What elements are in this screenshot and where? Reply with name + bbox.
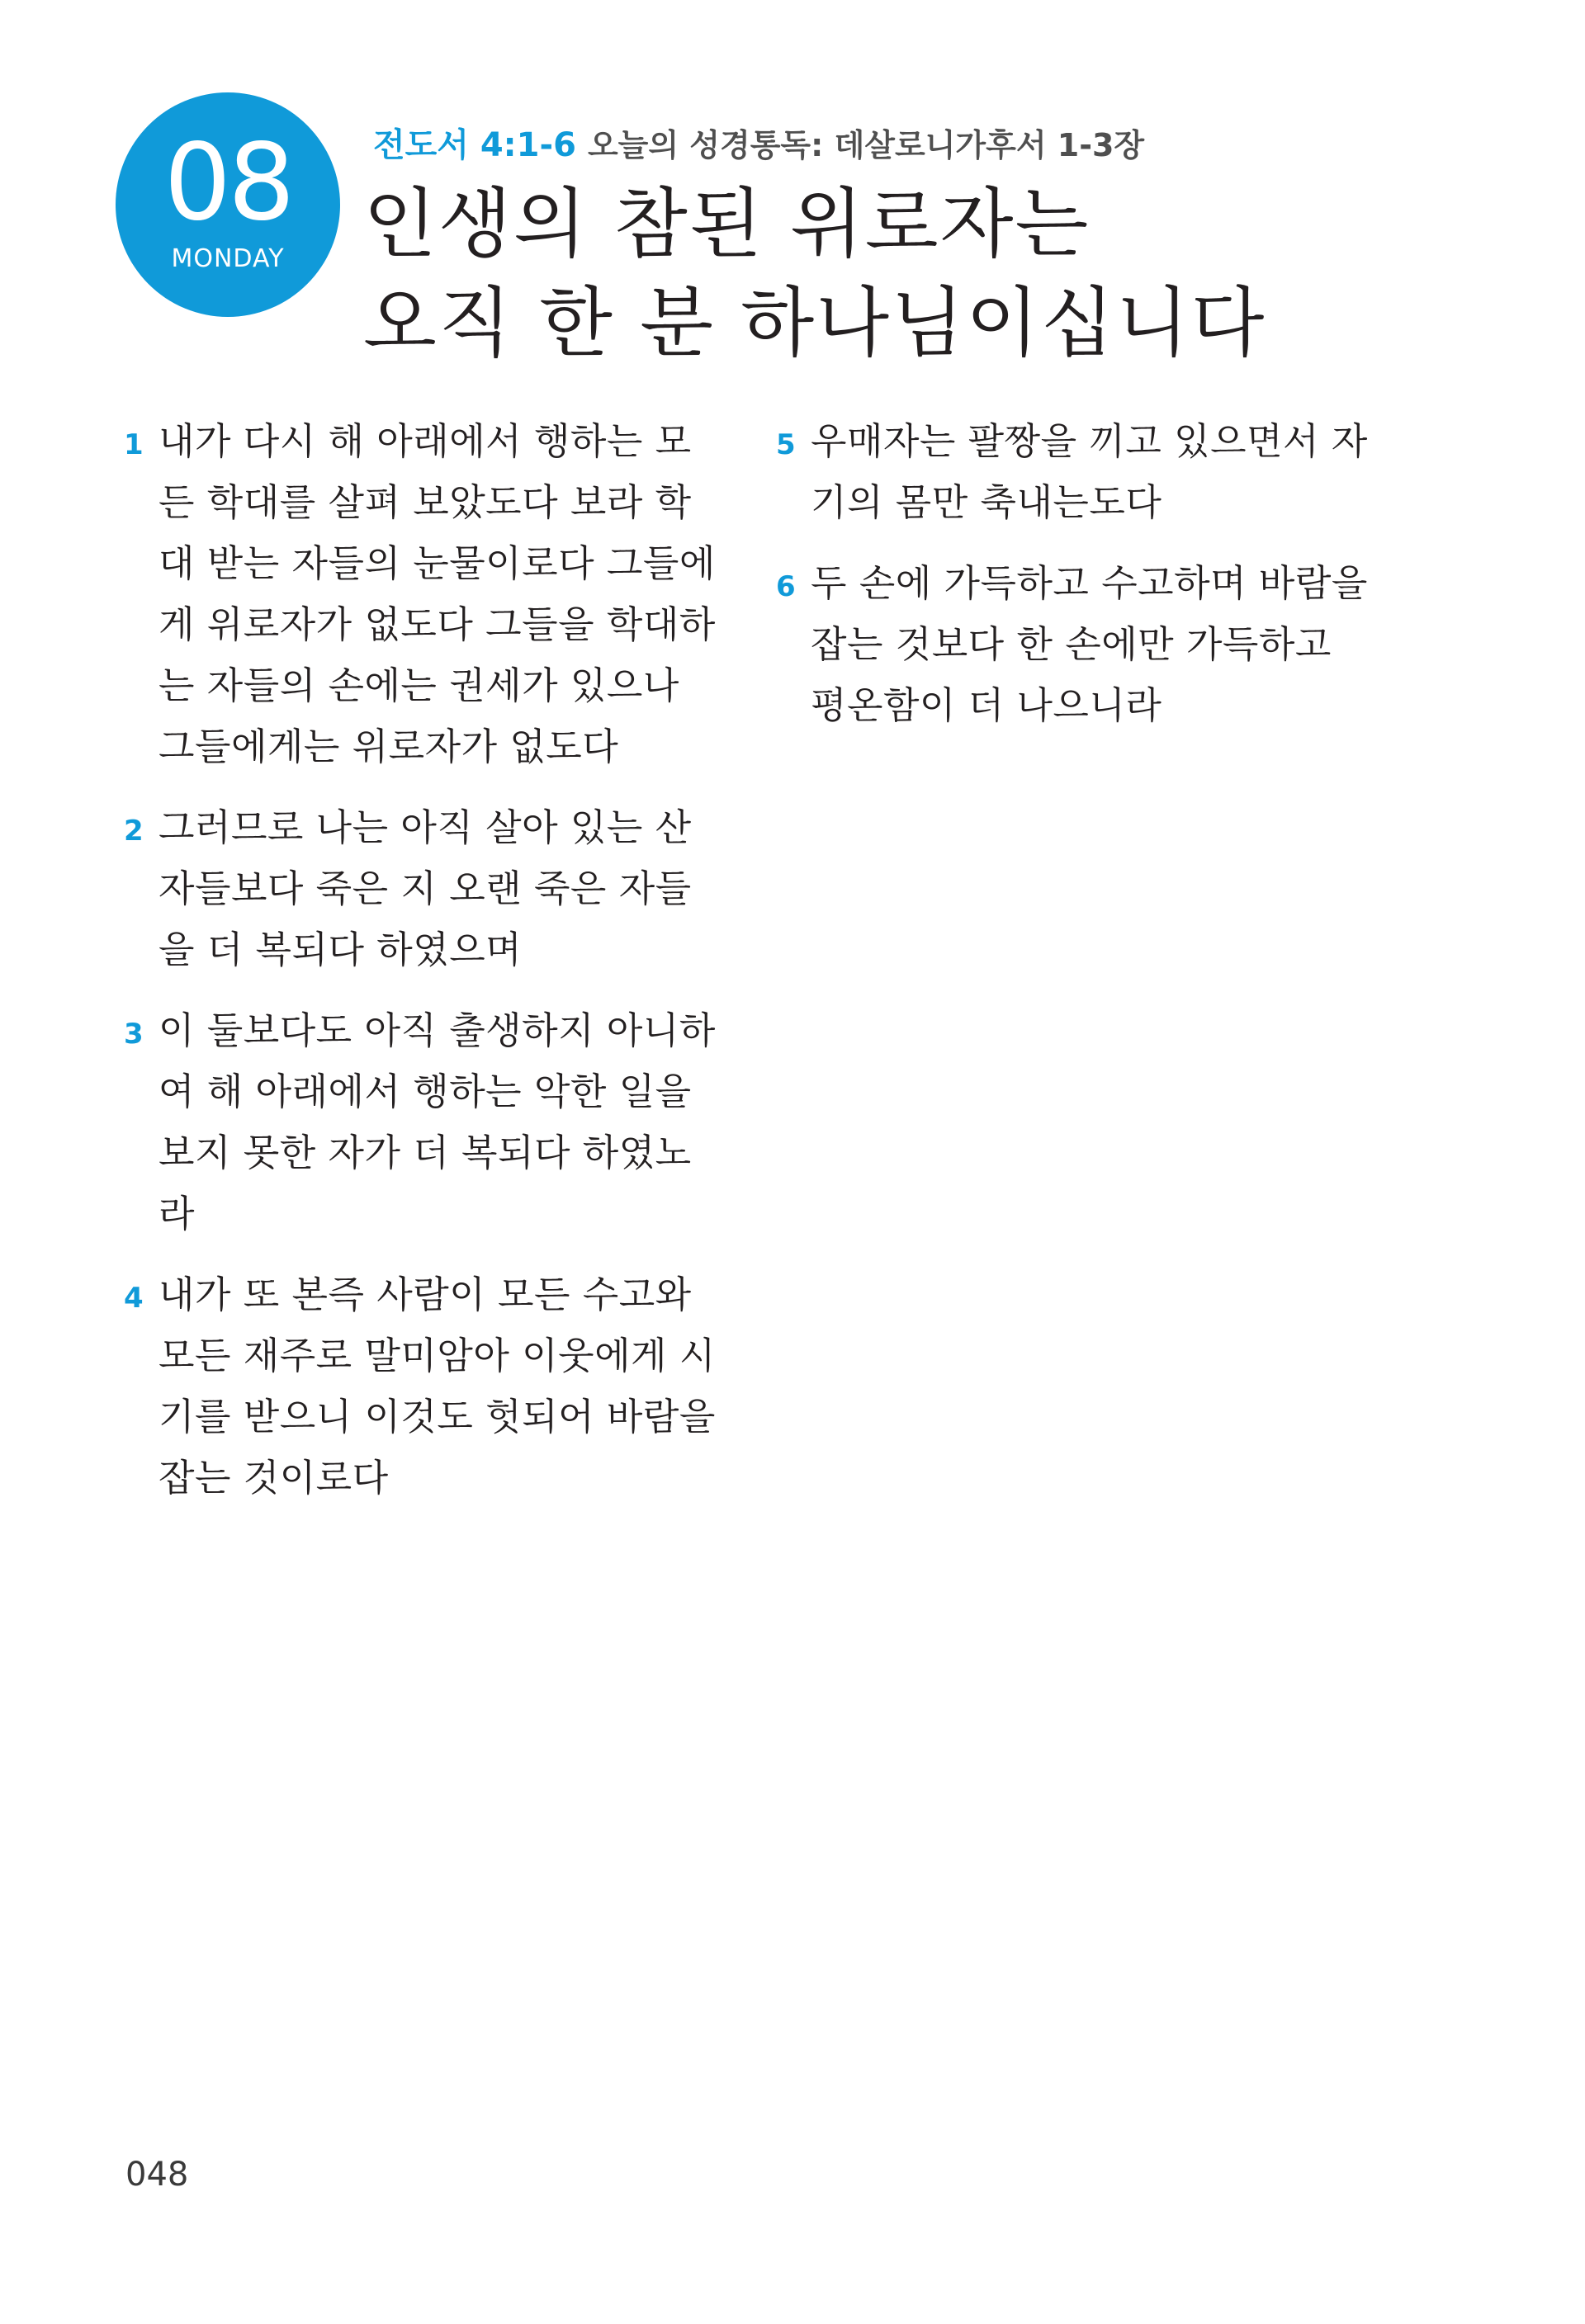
verse-line: 그러므로 나는 아직 살아 있는 산 [158,805,692,849]
verse-line: 내가 다시 해 아래에서 행하는 모 [158,419,692,463]
page-number: 048 [125,2156,189,2194]
day-badge [116,92,340,317]
verse [124,1000,735,1245]
verse-line: 라 [158,1192,195,1235]
verse-line: 기의 몸만 축내는도다 [811,480,1162,524]
verse-line: 잡는 것보다 한 손에만 가득하고 [811,622,1332,666]
verse [124,797,735,980]
verse-line: 우매자는 팔짱을 끼고 있으면서 자 [811,419,1368,463]
verse-line: 여 해 아래에서 행하는 악한 일을 [158,1070,692,1113]
day-number: 08 [163,121,292,244]
page-title [363,175,1266,373]
verse-line: 대 받는 자들의 눈물이로다 그들에 [158,541,716,585]
verse-number: 2 [124,815,144,848]
verse-number: 3 [124,1018,144,1051]
verse-number: 4 [124,1282,144,1315]
title-line: 오직 한 분 하나님이십니다 [363,279,1266,367]
verse-line: 는 자들의 손에는 권세가 있으나 [158,664,679,707]
reading-header [373,122,1144,168]
verse-line: 그들에게는 위로자가 없도다 [158,725,619,768]
verse [776,553,1387,736]
scripture-reference: 전도서 4:1-6 [373,126,576,164]
verse [776,411,1387,533]
verse-number: 5 [776,428,796,461]
verse-line: 모든 재주로 말미암아 이웃에게 시 [158,1334,716,1377]
verse-line: 든 학대를 살펴 보았도다 보라 학 [158,480,692,524]
verse [124,411,735,777]
verse [124,1264,735,1509]
verses-right-column [776,411,1387,756]
verse-line: 보지 못한 자가 더 복되다 하였노 [158,1131,692,1174]
verse-line: 내가 또 본즉 사람이 모든 수고와 [158,1273,692,1316]
verse-line: 자들보다 죽은 지 오랜 죽은 자들 [158,867,692,910]
verse-line: 두 손에 가득하고 수고하며 바람을 [811,561,1368,605]
verse-line: 기를 받으니 이것도 헛되어 바람을 [158,1395,716,1438]
verse-number: 6 [776,570,796,603]
verse-line: 평온함이 더 나으니라 [811,683,1162,727]
title-line: 인생의 참된 위로자는 [363,180,1091,268]
verse-line: 잡는 것이로다 [158,1456,389,1500]
verse-line: 이 둘보다도 아직 출생하지 아니하 [158,1008,716,1052]
verses-left-column [124,411,735,1528]
weekday-label: MONDAY [171,244,285,273]
daily-reading-plan: 오늘의 성경통독: 데살로니가후서 1-3장 [587,127,1145,163]
verse-line: 게 위로자가 없도다 그들을 학대하 [158,602,716,646]
verse-number: 1 [124,428,144,461]
verse-line: 을 더 복되다 하였으며 [158,928,523,971]
